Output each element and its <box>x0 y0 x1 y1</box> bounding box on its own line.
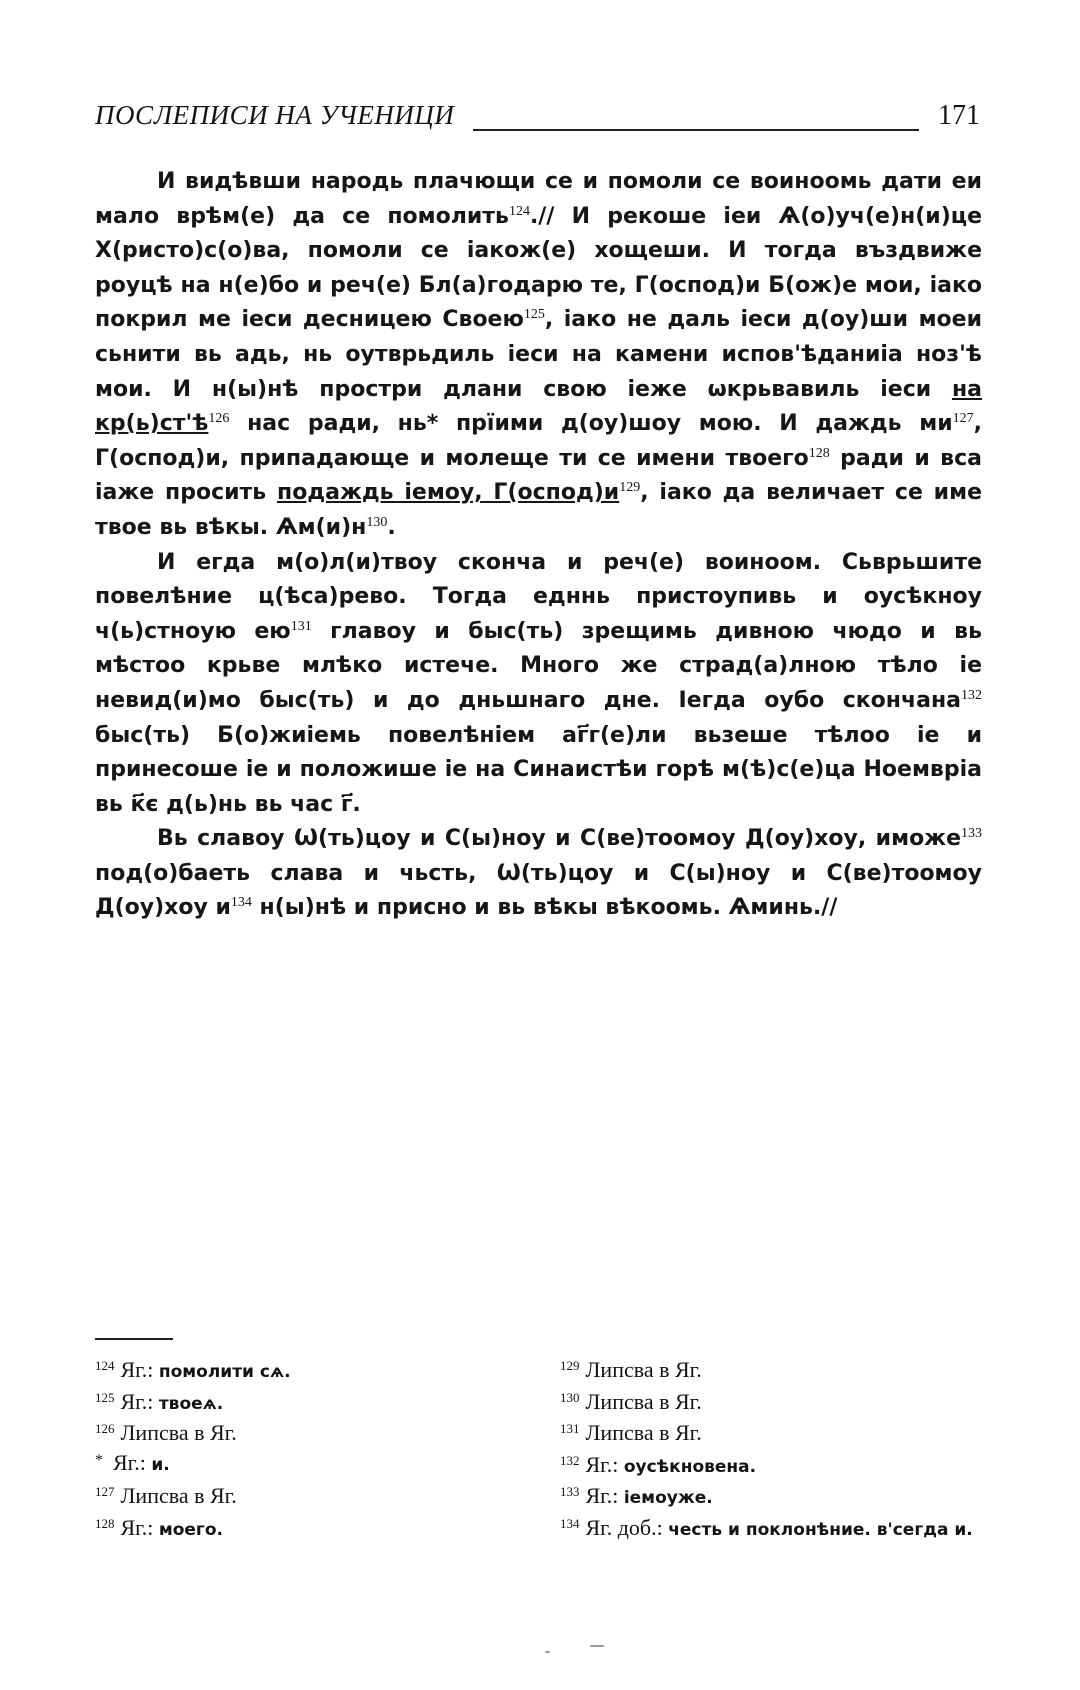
text-run: . <box>387 514 396 540</box>
footnote <box>95 1445 535 1477</box>
paragraph-1 <box>95 165 982 546</box>
text-run: Вь славоу Ѡ(ть)цоу и С(ы)ноу и С(ве)тоомоу Д(оу)хоу, иможе <box>157 826 961 852</box>
header-rule <box>473 129 919 131</box>
footnote-source: Липсва в Яг. <box>120 1483 237 1508</box>
text-run: под(о)баеть слава и чьсть, Ѡ(ть)цоу и С(ы)ноу и С(ве)тоомоу Д(оу)хоу и <box>95 860 982 921</box>
footnote-reading: и. <box>151 1454 170 1475</box>
scan-speck <box>545 1651 550 1653</box>
footnote <box>560 1508 1000 1540</box>
footnote-source: Липсва в Яг. <box>585 1357 702 1382</box>
text-run: нас ради, нь* прїими д(оу)шоу мою. И даждь ми <box>229 411 953 437</box>
footnote-reading: честь и поклонѣние. в'сегда и. <box>668 1519 973 1540</box>
footnote-source: Яг.: <box>585 1451 624 1477</box>
footnote-source: Яг. доб.: <box>585 1514 669 1540</box>
footnote-ref[interactable]: 132 <box>961 687 982 703</box>
footnote-number: 133 <box>560 1484 580 1499</box>
footnote-number: * <box>95 1451 103 1469</box>
footnote-number: 132 <box>560 1452 580 1468</box>
footnotes-right-column <box>560 1350 1000 1539</box>
footnote-ref[interactable]: 129 <box>619 480 641 496</box>
footnote <box>95 1350 535 1382</box>
text-run: н(ы)нѣ и присно и вь вѣкы вѣкоомь. Ѧминь.// <box>251 895 838 921</box>
footnote-reading: оусѣкновена. <box>623 1456 757 1477</box>
text-run: главоу и быс(ть) зрещимь дивною чюдо и вь мѣстоо крьве млѣко истече. Много же страд(а)лною тѣло іе невид(и)мо быс(ть) и до дньшнаго дне. Іегда оубо скончана <box>95 618 982 713</box>
footnote-source: Яг.: <box>585 1483 624 1508</box>
footnote-number: 130 <box>560 1389 580 1405</box>
footnote <box>560 1382 1000 1414</box>
text-run: И видѣвши народь плачющи се и помоли се воиноомь дати еи мало врѣм(е) да се помолить <box>95 169 982 229</box>
footnote-ref[interactable]: 127 <box>952 411 974 427</box>
footnote-source: Липсва в Яг. <box>585 1388 702 1414</box>
footnote-number: 131 <box>560 1421 580 1436</box>
text-run: .// И рекоше іеи Ѧ(о)уч(е)н(и)це Х(ристо)с(о)ва, помоли се іакож(е) хощеши. И тогда въздвиже роуцѣ на н(е)бо и реч(е) Бл(а)годарю те, Г(оспод)и Б(ож)е мои, іако покрил ме іеси десницею Своею <box>95 203 982 333</box>
footnote-ref[interactable]: 131 <box>290 618 312 634</box>
footnote <box>95 1476 535 1508</box>
footnote <box>560 1413 1000 1445</box>
text-run: , іако да величает се име твое вь вѣкы. Ѧм(и)н <box>95 480 982 540</box>
running-header <box>95 100 980 142</box>
footnote-number: 125 <box>95 1389 115 1405</box>
main-text <box>95 165 982 926</box>
footnotes-left-column <box>95 1350 535 1539</box>
footnote-reading: помолити сѧ. <box>158 1362 291 1382</box>
footnote-rule <box>95 1338 173 1340</box>
text-run: ради и вса іаже просить <box>95 445 982 506</box>
scan-speck <box>590 1645 604 1647</box>
page-number: 171 <box>938 100 980 131</box>
footnote-ref[interactable]: 130 <box>366 514 388 530</box>
footnote-number: 129 <box>560 1358 580 1373</box>
footnote-source: Яг.: <box>120 1514 159 1540</box>
footnote-ref[interactable]: 128 <box>808 445 830 461</box>
footnote-source: Яг.: <box>113 1449 152 1475</box>
footnote-reading: іемоуже. <box>623 1488 713 1508</box>
footnote-number: 128 <box>95 1515 115 1531</box>
underlined-text: подаждь іемоу, Г(оспод)и <box>277 480 620 506</box>
footnote-number: 126 <box>95 1421 115 1436</box>
footnote-ref[interactable]: 133 <box>961 826 982 842</box>
footnote-number: 124 <box>95 1358 115 1373</box>
paragraph-3 <box>95 822 982 926</box>
footnote-number: 127 <box>95 1484 115 1499</box>
footnote-ref[interactable]: 134 <box>230 895 252 911</box>
footnote-ref[interactable]: 124 <box>508 203 530 219</box>
footnote-reading: моего. <box>158 1519 223 1540</box>
paragraph-2 <box>95 546 982 823</box>
footnote-ref[interactable]: 125 <box>523 307 545 323</box>
text-run: И егда м(о)л(и)твоу скончa и реч(е) воиноом. Сьврьшите повелѣние ц(ѣса)рево. Тогда едннь пристоупивь и оусѣкноу ч(ь)стноую ею <box>95 549 982 644</box>
footnote <box>95 1382 535 1414</box>
text-run: быс(ть) Б(о)жиіемь повелѣніем аг҃г(е)ли вьзеше тѣлоо іе и принесоше іе и положише іе на Синаистѣи горѣ м(ѣ)с(е)ца Ноемвріа вь к҃є д(ь)нь вь час г҃. <box>95 722 982 817</box>
footnote <box>560 1445 1000 1477</box>
underlined-text: на кр(ь)ст'ѣ <box>95 376 982 437</box>
footnote-number: 134 <box>560 1515 580 1531</box>
footnote <box>560 1476 1000 1508</box>
footnote <box>95 1413 535 1445</box>
text-run: , Г(оспод)и, припадающе и молеще ти се имени твоего <box>95 411 982 471</box>
footnote-source: Яг.: <box>120 1357 159 1382</box>
footnote <box>560 1350 1000 1382</box>
footnote <box>95 1508 535 1540</box>
running-title: ПОСЛЕПИСИ НА УЧЕНИЦИ <box>95 100 455 130</box>
footnote-source: Липсва в Яг. <box>120 1420 237 1445</box>
footnote-source: Липсва в Яг. <box>585 1420 702 1445</box>
text-run: , іако не даль іеси д(оу)ши моеи сьнити вь адь, нь оутврьдиль іеси на камени испов'ѣданиіа ноз'ѣ мои. И н(ы)нѣ простри длани свою іеже ѡкрьвавиль іеси <box>95 307 982 402</box>
footnote-reading: твоеѧ. <box>158 1393 224 1414</box>
footnote-ref[interactable]: 126 <box>208 411 230 427</box>
footnote-source: Яг.: <box>120 1388 159 1414</box>
